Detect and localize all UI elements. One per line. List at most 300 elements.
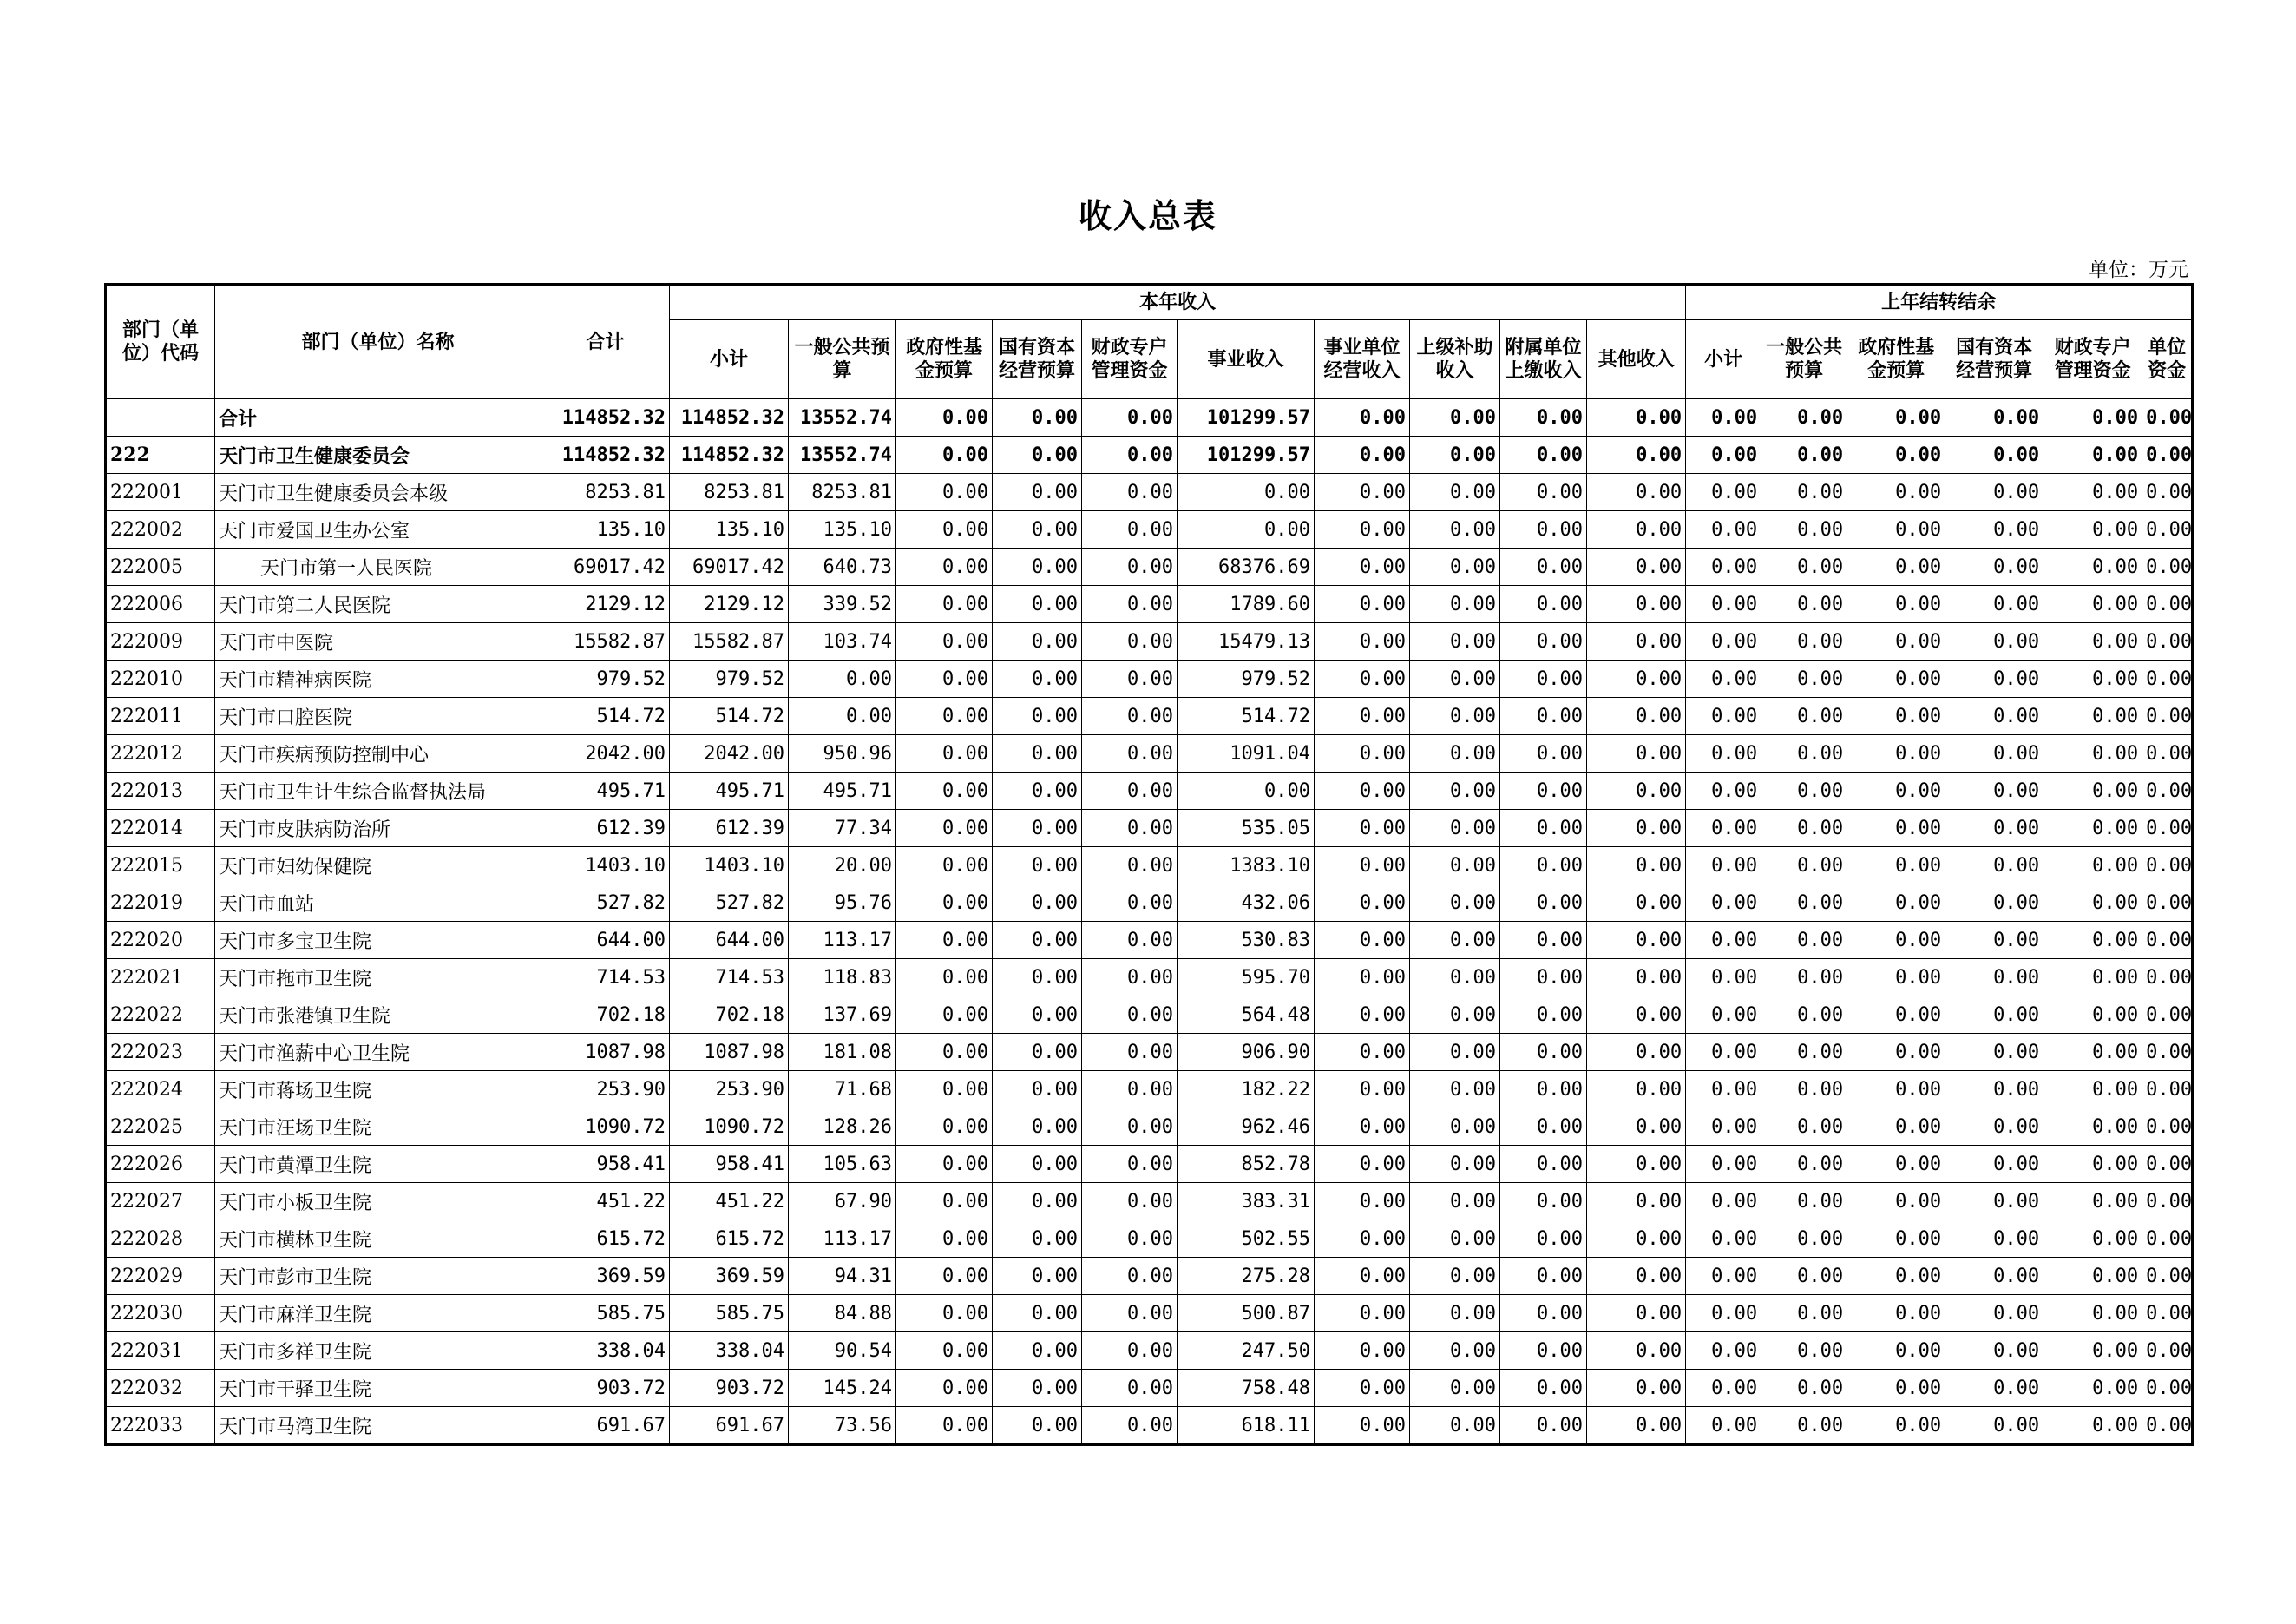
value-cell: 0.00 (993, 1332, 1082, 1370)
value-cell: 0.00 (2142, 437, 2193, 474)
value-cell: 0.00 (1686, 735, 1761, 773)
total-cell: 2129.12 (541, 586, 670, 623)
value-cell: 0.00 (1847, 1146, 1945, 1183)
value-cell: 0.00 (1945, 623, 2043, 661)
value-cell: 0.00 (1686, 549, 1761, 586)
value-cell: 0.00 (1945, 1370, 2043, 1407)
value-cell: 95.76 (789, 884, 896, 922)
value-cell: 0.00 (1761, 996, 1847, 1034)
value-cell: 0.00 (2043, 735, 2142, 773)
unit-name-cell: 天门市口腔医院 (215, 698, 541, 735)
value-cell: 0.00 (1082, 1295, 1178, 1332)
unit-name-cell: 天门市第一人民医院 (215, 549, 541, 586)
value-cell: 0.00 (1500, 1407, 1587, 1445)
unit-name-cell: 天门市张港镇卫生院 (215, 996, 541, 1034)
value-cell: 0.00 (1082, 1370, 1178, 1407)
value-cell: 0.00 (1178, 511, 1315, 549)
value-cell: 0.00 (993, 549, 1082, 586)
value-cell: 852.78 (1178, 1146, 1315, 1183)
value-cell: 714.53 (670, 959, 789, 996)
unit-name-cell: 天门市中医院 (215, 623, 541, 661)
value-cell: 0.00 (1315, 698, 1410, 735)
value-cell: 0.00 (1945, 810, 2043, 847)
value-cell: 0.00 (1500, 1370, 1587, 1407)
value-cell: 0.00 (1761, 1183, 1847, 1220)
total-cell: 451.22 (541, 1183, 670, 1220)
value-cell: 0.00 (1761, 437, 1847, 474)
value-cell: 0.00 (1847, 1370, 1945, 1407)
value-cell: 0.00 (2043, 1220, 2142, 1258)
value-cell: 0.00 (2142, 735, 2193, 773)
table-row (106, 623, 2193, 661)
value-cell: 0.00 (2043, 437, 2142, 474)
value-cell: 101299.57 (1178, 437, 1315, 474)
value-cell: 0.00 (1315, 661, 1410, 698)
value-cell: 0.00 (1500, 623, 1587, 661)
value-cell: 0.00 (1410, 399, 1500, 437)
value-cell: 0.00 (1847, 773, 1945, 810)
value-cell: 0.00 (1082, 623, 1178, 661)
value-cell: 0.00 (1945, 1183, 2043, 1220)
value-cell: 950.96 (789, 735, 896, 773)
value-cell: 0.00 (1082, 884, 1178, 922)
value-cell: 0.00 (2043, 1183, 2142, 1220)
table-row (106, 1108, 2193, 1146)
value-cell: 0.00 (2043, 1034, 2142, 1071)
value-cell: 0.00 (1315, 996, 1410, 1034)
value-cell: 0.00 (1686, 1370, 1761, 1407)
value-cell: 0.00 (1082, 1034, 1178, 1071)
value-cell: 0.00 (1315, 773, 1410, 810)
value-cell: 0.00 (2043, 586, 2142, 623)
value-cell: 0.00 (1847, 810, 1945, 847)
table-row (106, 1370, 2193, 1407)
value-cell: 0.00 (1761, 511, 1847, 549)
value-cell: 0.00 (896, 922, 993, 959)
value-cell: 0.00 (1410, 437, 1500, 474)
total-cell: 338.04 (541, 1332, 670, 1370)
unit-name-cell: 天门市麻洋卫生院 (215, 1295, 541, 1332)
value-cell: 0.00 (2043, 1332, 2142, 1370)
unit-code-cell: 222001 (106, 474, 215, 511)
table-row (106, 1258, 2193, 1295)
value-cell: 0.00 (1686, 661, 1761, 698)
value-cell: 0.00 (2043, 399, 2142, 437)
value-cell: 0.00 (896, 1407, 993, 1445)
value-cell: 0.00 (1315, 1183, 1410, 1220)
value-cell: 71.68 (789, 1071, 896, 1108)
value-cell: 0.00 (1315, 1332, 1410, 1370)
header-co-4: 财政专户管理资金 (2043, 320, 2142, 399)
total-cell: 2042.00 (541, 735, 670, 773)
value-cell: 0.00 (1082, 922, 1178, 959)
value-cell: 0.00 (1686, 884, 1761, 922)
value-cell: 0.00 (2142, 773, 2193, 810)
value-cell: 0.00 (1500, 959, 1587, 996)
header-cy-4: 财政专户管理资金 (1082, 320, 1178, 399)
value-cell: 0.00 (1945, 735, 2043, 773)
value-cell: 758.48 (1178, 1370, 1315, 1407)
value-cell: 0.00 (993, 1258, 1082, 1295)
value-cell: 0.00 (1686, 773, 1761, 810)
value-cell: 0.00 (1178, 773, 1315, 810)
value-cell: 0.00 (2043, 884, 2142, 922)
unit-name-cell: 天门市第二人民医院 (215, 586, 541, 623)
unit-code-cell: 222015 (106, 847, 215, 884)
value-cell: 0.00 (1315, 1370, 1410, 1407)
value-cell: 0.00 (896, 399, 993, 437)
value-cell: 101299.57 (1178, 399, 1315, 437)
value-cell: 0.00 (1082, 773, 1178, 810)
value-cell: 514.72 (670, 698, 789, 735)
value-cell: 0.00 (1847, 1108, 1945, 1146)
table-body (106, 399, 2193, 1445)
value-cell: 0.00 (1686, 1034, 1761, 1071)
value-cell: 0.00 (2142, 1332, 2193, 1370)
table-row (106, 698, 2193, 735)
value-cell: 0.00 (896, 1146, 993, 1183)
table-row (106, 1071, 2193, 1108)
value-cell: 0.00 (2043, 474, 2142, 511)
unit-code-cell: 222031 (106, 1332, 215, 1370)
header-cy-3: 国有资本经营预算 (993, 320, 1082, 399)
value-cell: 979.52 (1178, 661, 1315, 698)
total-cell: 702.18 (541, 996, 670, 1034)
value-cell: 0.00 (2043, 1295, 2142, 1332)
value-cell: 564.48 (1178, 996, 1315, 1034)
value-cell: 0.00 (1410, 1295, 1500, 1332)
value-cell: 0.00 (1587, 549, 1686, 586)
unit-code-cell: 222022 (106, 996, 215, 1034)
value-cell: 903.72 (670, 1370, 789, 1407)
value-cell: 2042.00 (670, 735, 789, 773)
value-cell: 0.00 (1761, 698, 1847, 735)
unit-code-cell: 222011 (106, 698, 215, 735)
unit-name-cell: 天门市横林卫生院 (215, 1220, 541, 1258)
value-cell: 0.00 (789, 661, 896, 698)
value-cell: 0.00 (1587, 1295, 1686, 1332)
table-row (106, 549, 2193, 586)
value-cell: 0.00 (1761, 474, 1847, 511)
value-cell: 0.00 (993, 1220, 1082, 1258)
value-cell: 0.00 (1945, 996, 2043, 1034)
value-cell: 0.00 (2043, 1108, 2142, 1146)
value-cell: 0.00 (1761, 549, 1847, 586)
value-cell: 530.83 (1178, 922, 1315, 959)
value-cell: 0.00 (896, 996, 993, 1034)
value-cell: 0.00 (1082, 399, 1178, 437)
value-cell: 0.00 (1410, 884, 1500, 922)
value-cell: 0.00 (993, 810, 1082, 847)
value-cell: 0.00 (1686, 437, 1761, 474)
value-cell: 0.00 (1410, 735, 1500, 773)
value-cell: 0.00 (1761, 661, 1847, 698)
page-title: 收入总表 (1078, 197, 1217, 235)
value-cell: 383.31 (1178, 1183, 1315, 1220)
value-cell: 0.00 (1082, 1183, 1178, 1220)
value-cell: 906.90 (1178, 1034, 1315, 1071)
value-cell: 0.00 (1315, 847, 1410, 884)
table-row (106, 810, 2193, 847)
value-cell: 84.88 (789, 1295, 896, 1332)
value-cell: 0.00 (1761, 735, 1847, 773)
value-cell: 0.00 (2142, 810, 2193, 847)
value-cell: 69017.42 (670, 549, 789, 586)
value-cell: 0.00 (1082, 1146, 1178, 1183)
header-co-2: 政府性基金预算 (1847, 320, 1945, 399)
value-cell: 0.00 (1410, 1071, 1500, 1108)
value-cell: 135.10 (670, 511, 789, 549)
value-cell: 0.00 (1082, 698, 1178, 735)
value-cell: 0.00 (1500, 698, 1587, 735)
value-cell: 0.00 (1315, 735, 1410, 773)
value-cell: 451.22 (670, 1183, 789, 1220)
value-cell: 0.00 (896, 623, 993, 661)
value-cell: 0.00 (1945, 1146, 2043, 1183)
value-cell: 0.00 (993, 996, 1082, 1034)
value-cell: 0.00 (1500, 1071, 1587, 1108)
value-cell: 0.00 (2043, 959, 2142, 996)
value-cell: 0.00 (993, 735, 1082, 773)
value-cell: 958.41 (670, 1146, 789, 1183)
value-cell: 0.00 (1945, 661, 2043, 698)
value-cell: 0.00 (2043, 922, 2142, 959)
unit-code-cell: 222020 (106, 922, 215, 959)
value-cell: 0.00 (1761, 1370, 1847, 1407)
value-cell: 0.00 (1761, 884, 1847, 922)
value-cell: 0.00 (1945, 399, 2043, 437)
value-cell: 0.00 (1587, 586, 1686, 623)
value-cell: 0.00 (1315, 1258, 1410, 1295)
value-cell: 0.00 (1587, 474, 1686, 511)
value-cell: 0.00 (896, 735, 993, 773)
value-cell: 0.00 (2043, 773, 2142, 810)
value-cell: 0.00 (1082, 474, 1178, 511)
value-cell: 0.00 (2142, 661, 2193, 698)
value-cell: 0.00 (2142, 1034, 2193, 1071)
value-cell: 0.00 (2142, 1183, 2193, 1220)
value-cell: 0.00 (1500, 1146, 1587, 1183)
value-cell: 0.00 (1686, 996, 1761, 1034)
table-row (106, 1220, 2193, 1258)
value-cell: 0.00 (1587, 698, 1686, 735)
value-cell: 0.00 (1410, 1258, 1500, 1295)
value-cell: 0.00 (1500, 511, 1587, 549)
value-cell: 0.00 (993, 586, 1082, 623)
header-carryover: 上年结转结余 (1686, 285, 2193, 320)
header-cy-8: 附属单位上缴收入 (1500, 320, 1587, 399)
value-cell: 0.00 (1315, 549, 1410, 586)
value-cell: 0.00 (2142, 1370, 2193, 1407)
unit-label: 单位：万元 (2089, 259, 2188, 281)
value-cell: 0.00 (896, 959, 993, 996)
total-cell: 69017.42 (541, 549, 670, 586)
value-cell: 0.00 (2142, 996, 2193, 1034)
value-cell: 1090.72 (670, 1108, 789, 1146)
value-cell: 0.00 (1686, 922, 1761, 959)
value-cell: 0.00 (896, 847, 993, 884)
total-cell: 612.39 (541, 810, 670, 847)
table-row (106, 1295, 2193, 1332)
value-cell: 0.00 (993, 1034, 1082, 1071)
value-cell: 0.00 (1410, 1407, 1500, 1445)
value-cell: 0.00 (1686, 1146, 1761, 1183)
header-co-5: 单位资金 (2142, 320, 2193, 399)
value-cell: 0.00 (1315, 884, 1410, 922)
header-co-3: 国有资本经营预算 (1945, 320, 2043, 399)
value-cell: 0.00 (1410, 661, 1500, 698)
table-row (106, 959, 2193, 996)
value-cell: 595.70 (1178, 959, 1315, 996)
value-cell: 0.00 (1587, 1183, 1686, 1220)
value-cell: 13552.74 (789, 437, 896, 474)
total-cell: 514.72 (541, 698, 670, 735)
unit-code-cell: 222009 (106, 623, 215, 661)
value-cell: 0.00 (1587, 884, 1686, 922)
value-cell: 1403.10 (670, 847, 789, 884)
value-cell: 0.00 (1761, 1295, 1847, 1332)
value-cell: 0.00 (993, 884, 1082, 922)
table-row (106, 735, 2193, 773)
value-cell: 0.00 (1847, 661, 1945, 698)
value-cell: 0.00 (993, 1071, 1082, 1108)
value-cell: 0.00 (1082, 810, 1178, 847)
unit-code-cell: 222021 (106, 959, 215, 996)
value-cell: 105.63 (789, 1146, 896, 1183)
value-cell: 0.00 (993, 399, 1082, 437)
unit-name-cell: 天门市皮肤病防治所 (215, 810, 541, 847)
value-cell: 0.00 (1410, 996, 1500, 1034)
unit-name-cell: 天门市渔薪中心卫生院 (215, 1034, 541, 1071)
value-cell: 103.74 (789, 623, 896, 661)
table-row (106, 1034, 2193, 1071)
value-cell: 535.05 (1178, 810, 1315, 847)
value-cell: 0.00 (1315, 1034, 1410, 1071)
unit-name-cell: 天门市卫生计生综合监督执法局 (215, 773, 541, 810)
value-cell: 0.00 (1761, 1071, 1847, 1108)
value-cell: 0.00 (1686, 1295, 1761, 1332)
value-cell: 0.00 (1082, 511, 1178, 549)
value-cell: 8253.81 (789, 474, 896, 511)
value-cell: 128.26 (789, 1108, 896, 1146)
value-cell: 0.00 (2043, 1370, 2142, 1407)
value-cell: 0.00 (1686, 474, 1761, 511)
total-cell: 495.71 (541, 773, 670, 810)
total-cell: 691.67 (541, 1407, 670, 1445)
value-cell: 0.00 (1945, 884, 2043, 922)
value-cell: 0.00 (1587, 922, 1686, 959)
value-cell: 618.11 (1178, 1407, 1315, 1445)
header-cy-5: 事业收入 (1178, 320, 1315, 399)
value-cell: 0.00 (896, 474, 993, 511)
value-cell: 0.00 (1587, 1407, 1686, 1445)
value-cell: 0.00 (1686, 1071, 1761, 1108)
value-cell: 0.00 (1315, 922, 1410, 959)
value-cell: 0.00 (1847, 1407, 1945, 1445)
table-row (106, 474, 2193, 511)
value-cell: 0.00 (2142, 1295, 2193, 1332)
value-cell: 644.00 (670, 922, 789, 959)
value-cell: 0.00 (2142, 1407, 2193, 1445)
value-cell: 0.00 (993, 698, 1082, 735)
value-cell: 73.56 (789, 1407, 896, 1445)
header-cy-0: 小计 (670, 320, 789, 399)
value-cell: 182.22 (1178, 1071, 1315, 1108)
unit-name-cell: 天门市爱国卫生办公室 (215, 511, 541, 549)
value-cell: 0.00 (896, 1071, 993, 1108)
value-cell: 0.00 (1410, 698, 1500, 735)
value-cell: 0.00 (896, 1034, 993, 1071)
value-cell: 0.00 (2142, 586, 2193, 623)
value-cell: 0.00 (1315, 1407, 1410, 1445)
value-cell: 0.00 (1945, 959, 2043, 996)
value-cell: 0.00 (993, 1108, 1082, 1146)
value-cell: 0.00 (1945, 1108, 2043, 1146)
total-cell: 1087.98 (541, 1034, 670, 1071)
value-cell: 0.00 (1686, 1220, 1761, 1258)
value-cell: 145.24 (789, 1370, 896, 1407)
value-cell: 0.00 (896, 549, 993, 586)
unit-name-cell: 天门市精神病医院 (215, 661, 541, 698)
total-cell: 979.52 (541, 661, 670, 698)
value-cell: 0.00 (1686, 959, 1761, 996)
unit-code-cell: 222012 (106, 735, 215, 773)
unit-name-cell: 天门市妇幼保健院 (215, 847, 541, 884)
value-cell: 137.69 (789, 996, 896, 1034)
value-cell: 0.00 (1761, 399, 1847, 437)
value-cell: 0.00 (896, 1220, 993, 1258)
value-cell: 0.00 (1945, 474, 2043, 511)
value-cell: 0.00 (1945, 1332, 2043, 1370)
value-cell: 0.00 (896, 1370, 993, 1407)
value-cell: 0.00 (896, 698, 993, 735)
value-cell: 0.00 (993, 922, 1082, 959)
value-cell: 0.00 (1082, 1258, 1178, 1295)
total-cell: 114852.32 (541, 399, 670, 437)
value-cell: 0.00 (2142, 511, 2193, 549)
value-cell: 0.00 (1082, 996, 1178, 1034)
value-cell: 114852.32 (670, 399, 789, 437)
value-cell: 0.00 (789, 698, 896, 735)
table-row (106, 511, 2193, 549)
value-cell: 0.00 (1410, 1183, 1500, 1220)
value-cell: 0.00 (1315, 810, 1410, 847)
value-cell: 0.00 (1761, 1146, 1847, 1183)
unit-code-cell: 222026 (106, 1146, 215, 1183)
value-cell: 0.00 (1587, 1146, 1686, 1183)
value-cell: 0.00 (1410, 1146, 1500, 1183)
total-cell: 15582.87 (541, 623, 670, 661)
value-cell: 0.00 (1082, 586, 1178, 623)
value-cell: 0.00 (1686, 1183, 1761, 1220)
income-table (104, 283, 2194, 1446)
value-cell: 0.00 (1082, 1332, 1178, 1370)
value-cell: 702.18 (670, 996, 789, 1034)
value-cell: 0.00 (896, 1258, 993, 1295)
unit-code-cell: 222013 (106, 773, 215, 810)
value-cell: 0.00 (2142, 1258, 2193, 1295)
total-cell: 253.90 (541, 1071, 670, 1108)
value-cell: 0.00 (1410, 623, 1500, 661)
value-cell: 1789.60 (1178, 586, 1315, 623)
value-cell: 0.00 (1178, 474, 1315, 511)
value-cell: 0.00 (896, 884, 993, 922)
value-cell: 0.00 (1500, 437, 1587, 474)
value-cell: 527.82 (670, 884, 789, 922)
value-cell: 1383.10 (1178, 847, 1315, 884)
value-cell: 0.00 (993, 1295, 1082, 1332)
unit-name-cell: 合计 (215, 399, 541, 437)
